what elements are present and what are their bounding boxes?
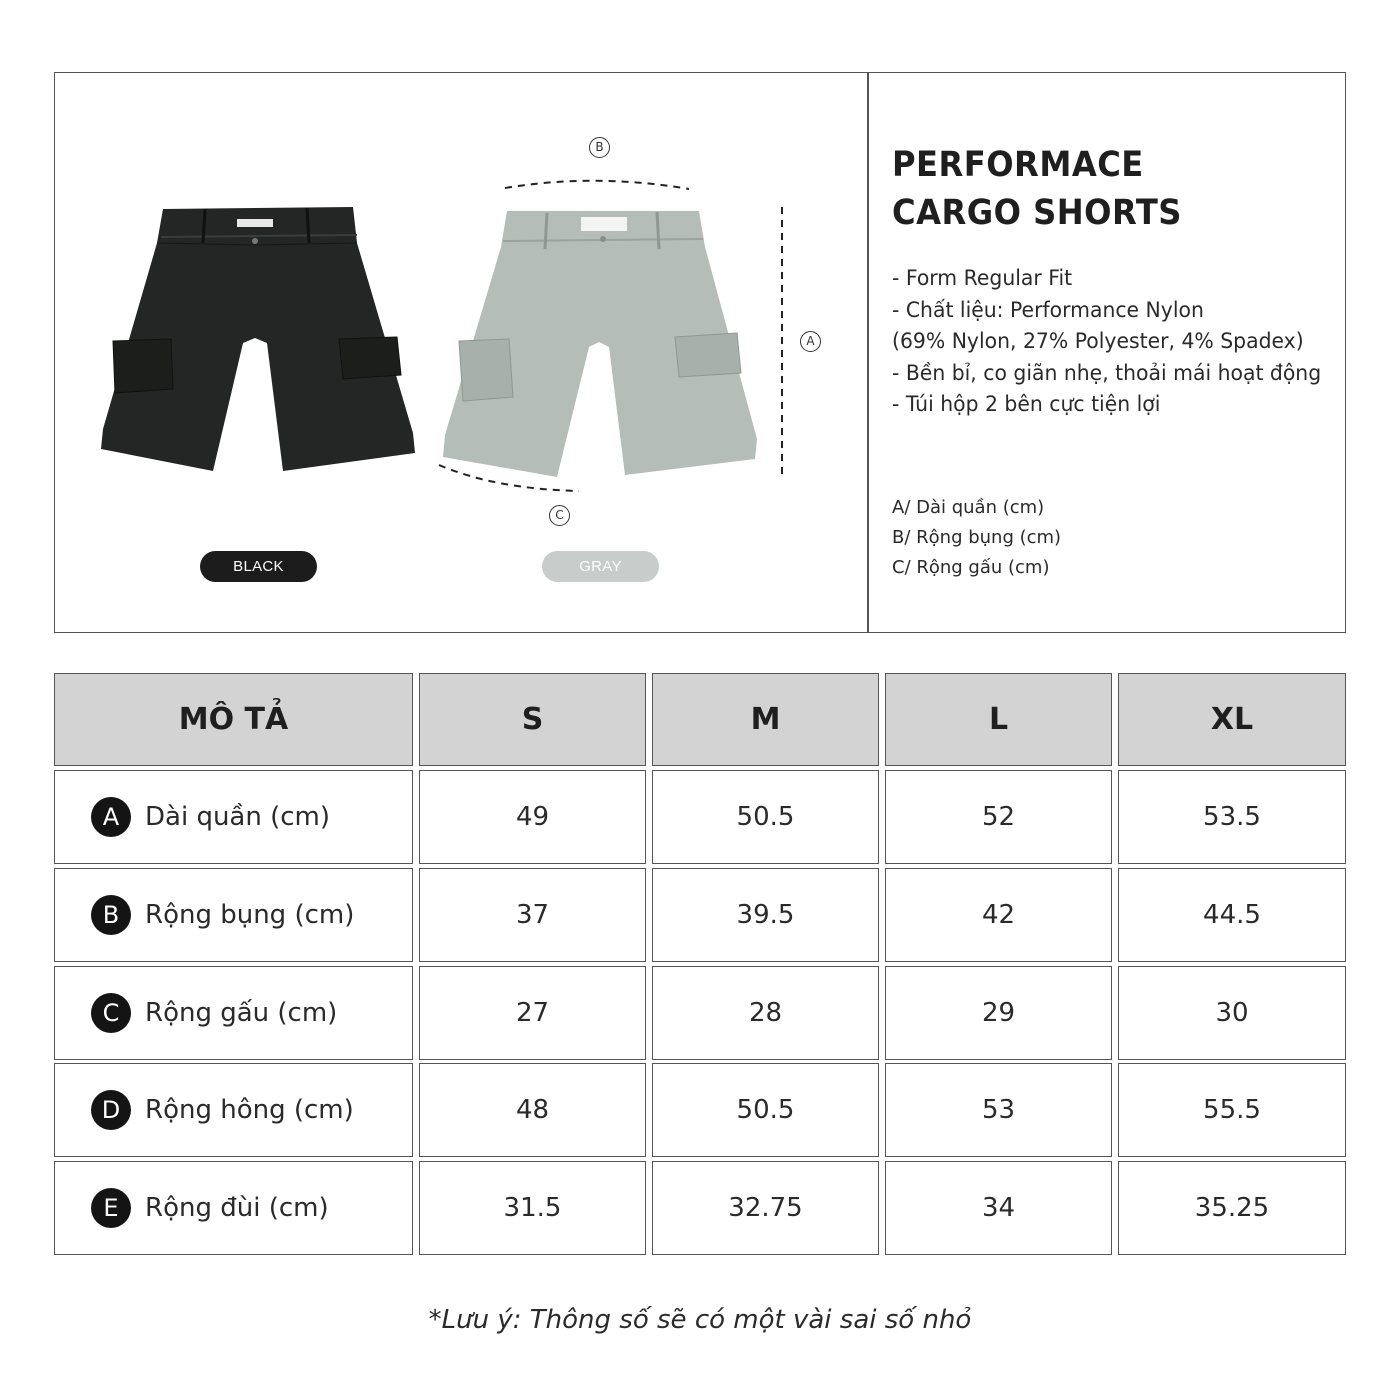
marker-a: A: [800, 331, 821, 352]
table-cell: 31.5: [419, 1161, 646, 1255]
legend-item: A/ Dài quần (cm): [892, 497, 1045, 518]
badge-e: E: [91, 1188, 131, 1228]
table-cell: 30: [1118, 966, 1346, 1060]
product-title: [892, 141, 1182, 237]
table-cell: 29: [885, 966, 1112, 1060]
title-line-2: CARGO SHORTS: [892, 193, 1182, 233]
table-cell: 53: [885, 1063, 1112, 1157]
row-label-b: [54, 868, 413, 962]
badge-a: A: [91, 797, 131, 837]
table-cell: 27: [419, 966, 646, 1060]
row-label-text: Dài quần (cm): [145, 802, 331, 832]
badge-c: C: [91, 993, 131, 1033]
marker-b: B: [589, 137, 610, 158]
table-cell: 39.5: [652, 868, 879, 962]
feature-item: - Form Regular Fit: [892, 266, 1073, 290]
hem-measure-line: [439, 465, 579, 491]
table-cell: 55.5: [1118, 1063, 1346, 1157]
row-label-text: Rộng gấu (cm): [145, 998, 338, 1028]
badge-b: B: [91, 895, 131, 935]
header-description: MÔ TẢ: [54, 673, 413, 766]
feature-item: (69% Nylon, 27% Polyester, 4% Spadex): [892, 329, 1304, 353]
legend-item: C/ Rộng gấu (cm): [892, 557, 1050, 578]
header-size-xl: XL: [1118, 673, 1346, 766]
feature-item: - Chất liệu: Performance Nylon: [892, 297, 1204, 322]
legend-item: B/ Rộng bụng (cm): [892, 527, 1062, 548]
table-cell: 35.25: [1118, 1161, 1346, 1255]
feature-list: [892, 263, 1321, 421]
header-size-l: L: [885, 673, 1112, 766]
table-cell: 48: [419, 1063, 646, 1157]
table-cell: 52: [885, 770, 1112, 864]
feature-item: - Túi hộp 2 bên cực tiện lợi: [892, 392, 1161, 416]
row-label-text: Rộng bụng (cm): [145, 900, 355, 930]
marker-c: C: [549, 505, 570, 526]
row-label-text: Rộng hông (cm): [145, 1095, 354, 1125]
footnote: *Lưu ý: Thông số sẽ có một vài sai số nhỏ: [428, 1305, 972, 1335]
table-cell: 32.75: [652, 1161, 879, 1255]
row-label-text: Rộng đùi (cm): [145, 1193, 329, 1223]
table-cell: 49: [419, 770, 646, 864]
table-cell: 34: [885, 1161, 1112, 1255]
badge-d: D: [91, 1090, 131, 1130]
table-cell: 53.5: [1118, 770, 1346, 864]
header-size-s: S: [419, 673, 646, 766]
measure-legend: [892, 493, 1061, 583]
table-cell: 37: [419, 868, 646, 962]
color-gray-tag: GRAY: [542, 551, 659, 582]
table-cell: 42: [885, 868, 1112, 962]
table-cell: 44.5: [1118, 868, 1346, 962]
panel-divider: [867, 73, 869, 632]
product-info-panel: [54, 72, 1346, 633]
header-size-m: M: [652, 673, 879, 766]
row-label-e: [54, 1161, 413, 1255]
table-cell: 28: [652, 966, 879, 1060]
color-black-tag: BLACK: [200, 551, 317, 582]
row-label-a: [54, 770, 413, 864]
feature-item: - Bền bỉ, co giãn nhẹ, thoải mái hoạt động: [892, 360, 1322, 385]
measurement-lines: [55, 73, 867, 634]
row-label-c: [54, 966, 413, 1060]
table-cell: 50.5: [652, 770, 879, 864]
title-line-1: PERFORMACE: [892, 145, 1144, 185]
table-cell: 50.5: [652, 1063, 879, 1157]
waist-measure-line: [505, 181, 689, 189]
row-label-d: [54, 1063, 413, 1157]
